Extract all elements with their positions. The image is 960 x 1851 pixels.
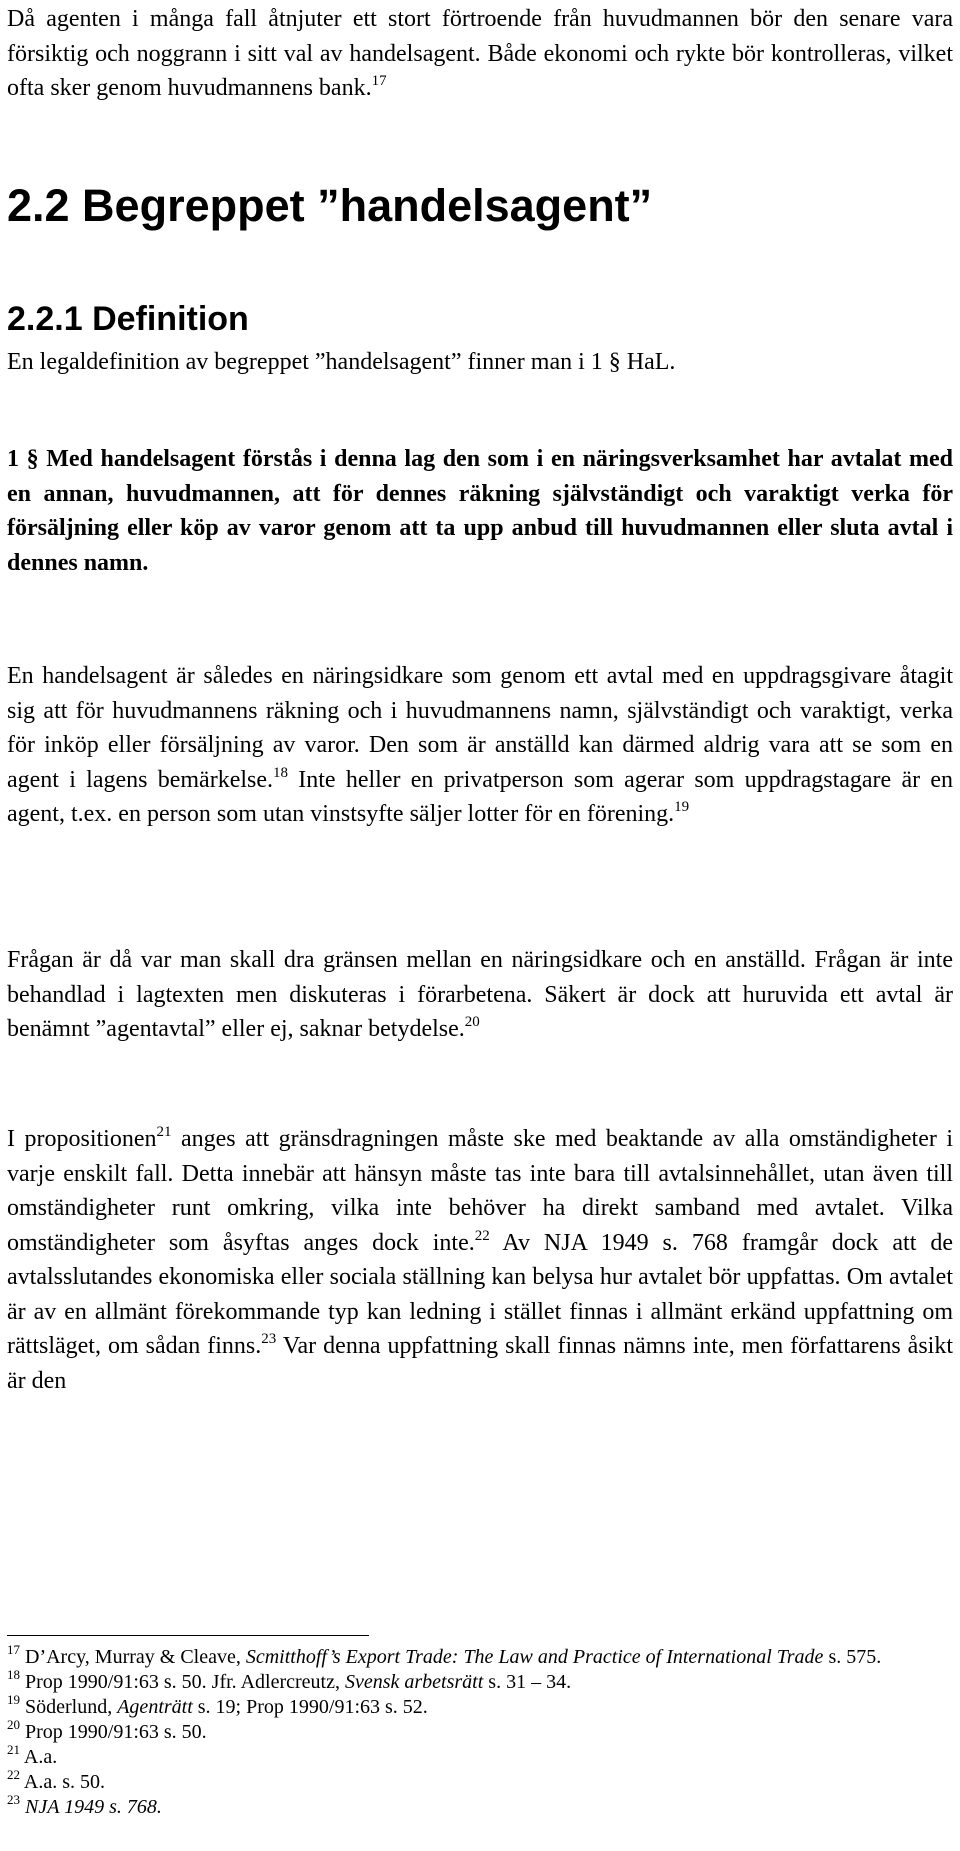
subsection-heading: 2.2.1 Definition [7,300,249,338]
footnote-text: A.a. [20,1746,58,1768]
footnote-ref[interactable]: 18 [273,764,289,781]
footnote-ref[interactable]: 22 [474,1227,490,1244]
law-quote [7,442,953,580]
footnote-text: D’Arcy, Murray & Cleave, [20,1646,246,1668]
footnote-number: 23 [7,1792,20,1807]
footnote-number: 20 [7,1717,20,1732]
paragraph-text: I propositionen [7,1126,157,1152]
paragraph-intro [7,2,953,106]
paragraph-text: En legaldefinition av begreppet ”handelsagent” finner man i 1 § HaL. [7,349,676,375]
footnote-text: s. 575. [823,1646,882,1668]
footnote-number: 18 [7,1667,20,1682]
paragraph-four [7,943,953,1047]
footnote-title: Scmitthoff’s Export Trade: The Law and Practice of International Trade [245,1646,824,1668]
footnote-text: Prop 1990/91:63 s. 50. Jfr. Adlercreutz, [20,1671,345,1693]
footnote-text: A.a. s. 50. [20,1771,105,1793]
footnote-number: 19 [7,1692,20,1707]
paragraph-text: Av NJA 1949 s. 768 framgår dock att de avtalsslutandes ekonomiska eller sociala ställning kan belysa hur avtalet bör uppfattas. Om avtalet är av en allmänt förekommande typ kan ledning i stället finnas i allmänt erkänd uppfattning om rättsläget, om sådan finns. [7,1229,953,1359]
footnote-ref[interactable]: 19 [674,799,690,815]
paragraph-definition [7,345,953,380]
section-heading: 2.2 Begreppet ”handelsagent” [7,180,653,231]
footnote-ref[interactable]: 17 [371,73,387,89]
footnote-number: 22 [7,1767,20,1782]
footnote-23 [7,1792,953,1822]
paragraph-text: Var denna uppfattning skall finnas nämns inte, men författarens åsikt är den [7,1333,953,1394]
paragraph-text: En handelsagent är således en näringsidkare som genom ett avtal med en uppdragsgivare åtagit sig att för huvudmannens räkning och i huvudmannens namn, självständigt och varaktigt, verka för inköp eller försäljning av varor. Den som är anställd kan därmed aldrig vara att se som en agent i lagens bemärkelse. [7,663,953,793]
footnote-ref[interactable]: 23 [261,1331,277,1347]
footnote-ref[interactable]: 20 [464,1014,480,1030]
footnote-number: 17 [7,1642,20,1657]
footnote-title: Svensk arbetsrätt [344,1671,484,1693]
footnote-title: NJA 1949 s. 768. [25,1796,162,1818]
paragraph-text: Inte heller en privatperson som agerar som uppdragstagare är en agent, t.ex. en person som utan vinstsyfte säljer lotter för en förening. [7,766,954,827]
paragraph-text: Då agenten i många fall åtnjuter ett stort förtroende från huvudmannen bör den senare vara försiktig och noggrann i sitt val av handelsagent. Både ekonomi och rykte bör kontrolleras, vilket ofta sker genom huvudmannens bank. [7,6,953,101]
footnote-text: Prop 1990/91:63 s. 50. [20,1721,207,1743]
footnote-divider [7,1635,369,1636]
footnote-text: Söderlund, [20,1696,118,1718]
paragraph-three [7,659,953,832]
footnote-ref[interactable]: 21 [156,1124,172,1140]
footnote-text: s. 19; Prop 1990/91:63 s. 52. [192,1696,428,1718]
law-quote-text: 1 § Med handelsagent förstås i denna lag den som i en näringsverksamhet har avtalat med en annan, huvudmannen, att för dennes räkning självständigt och varaktigt verka för försäljning eller köp av varor genom att ta upp anbud till huvudmannen eller sluta avtal i dennes namn. [7,446,953,576]
paragraph-five [7,1122,953,1398]
footnote-text: s. 31 – 34. [483,1671,572,1693]
footnote-title: Agenträtt [117,1696,193,1718]
paragraph-text: anges att gränsdragningen måste ske med beaktande av alla omständigheter i varje enskilt fall. Detta innebär att hänsyn måste tas inte bara till avtalsinnehållet, utan även till omständigheter runt omkring, vilka inte behöver ha direkt samband med avtalet. Vilka omständigheter som åsyftas anges dock inte. [7,1126,954,1256]
footnote-number: 21 [7,1742,20,1757]
paragraph-text: Frågan är då var man skall dra gränsen mellan en näringsidkare och en anställd. Frågan är inte behandlad i lagtexten men diskuteras i förarbetena. Säkert är dock att huruvida ett avtal är benämnt ”agentavtal” eller ej, saknar betydelse. [7,947,953,1042]
